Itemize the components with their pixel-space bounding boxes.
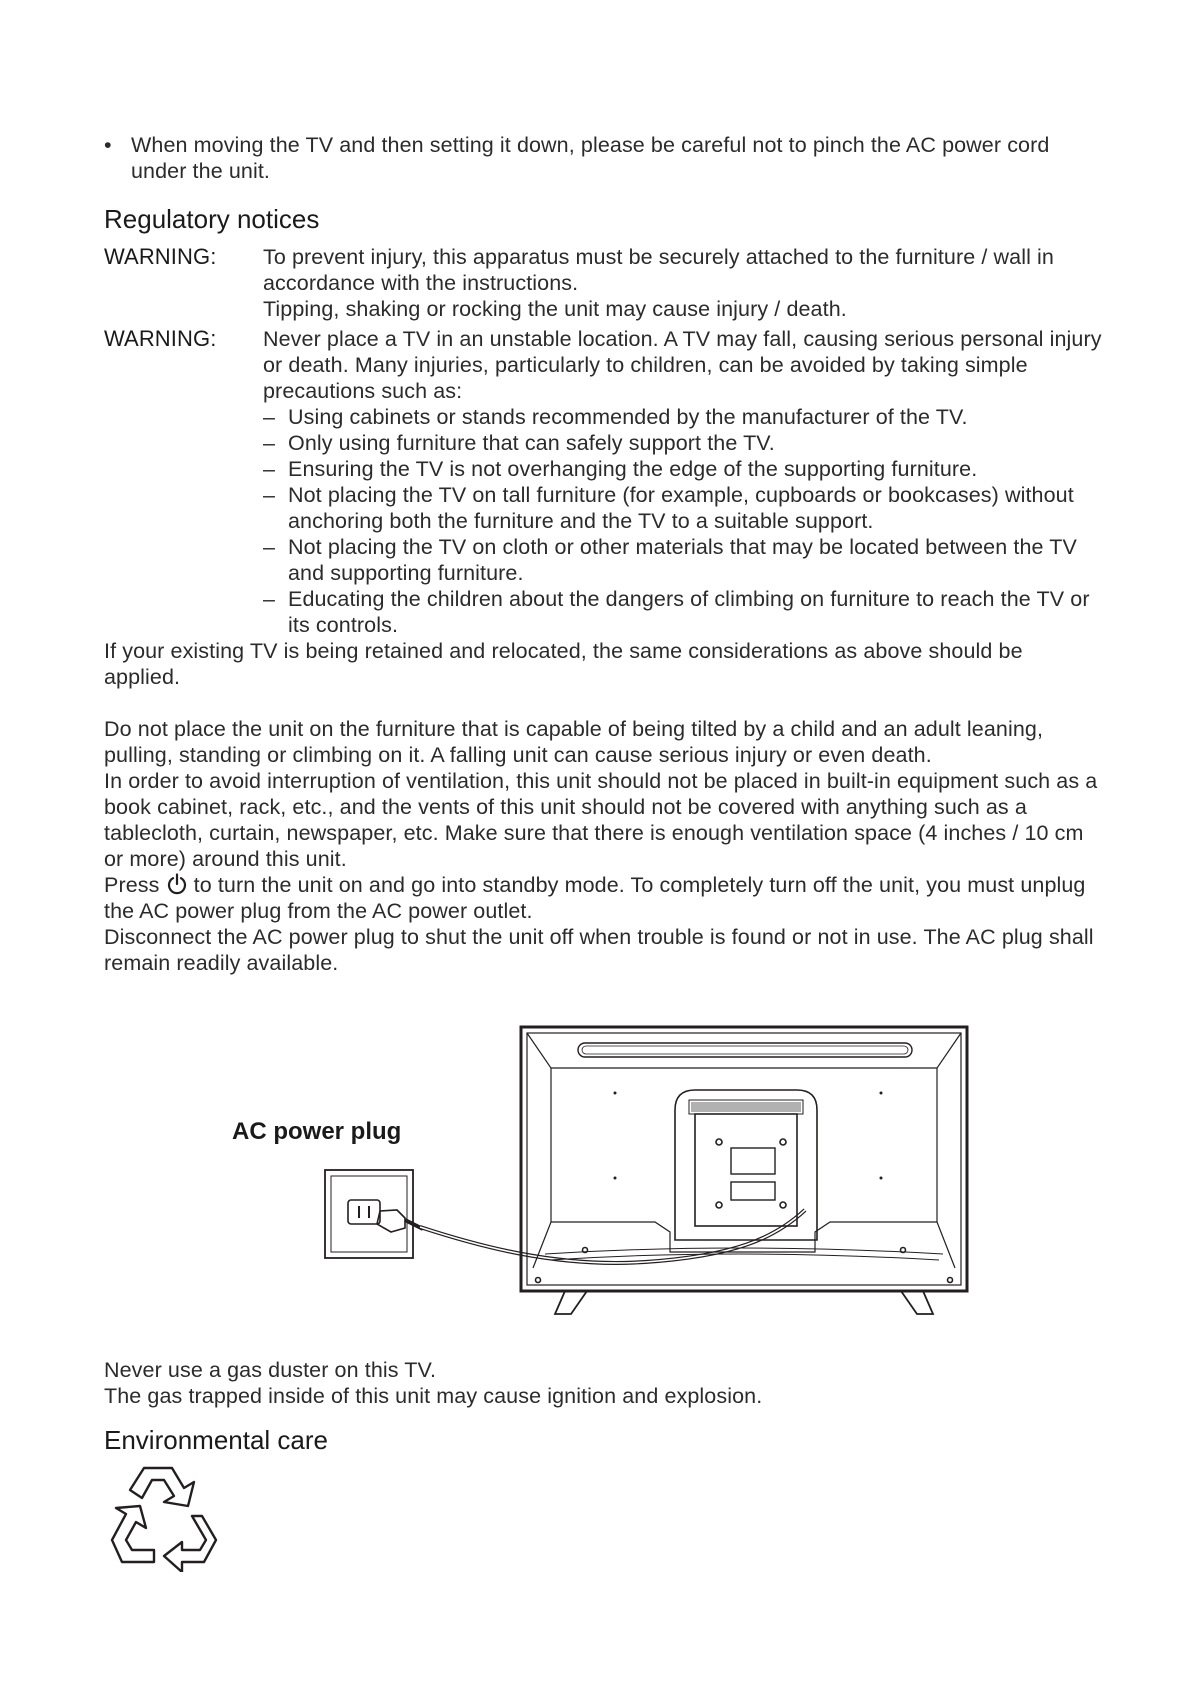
furniture-paragraph: Do not place the unit on the furniture that is capable of being tilted by a child and an adult leaning, pulling, standing or climbing on it. A falling unit can cause serious injury or even death.: [104, 717, 1044, 767]
list-item-text: Ensuring the TV is not overhanging the edge of the supporting furniture.: [288, 457, 978, 481]
warning1-line: Tipping, shaking or rocking the unit may cause injury / death.: [263, 297, 847, 321]
ventilation-paragraph: In order to avoid interruption of ventilation, this unit should not be placed in built-in equipment such as a book cabinet, rack, etc., and the vents of this unit should not be covered with anything such as a tablecloth, curtain, newspaper, etc. Make sure that there is enough ventilation space (4 inches / 10 cm or more) around this unit.: [104, 769, 1098, 871]
intro-bullet: [104, 132, 1094, 184]
dash-marker: –: [263, 587, 276, 611]
recycle-icon: [104, 1462, 219, 1572]
warning-label: WARNING:: [104, 326, 217, 351]
list-item: [263, 430, 1104, 456]
list-item: [263, 404, 1104, 430]
tv-foot-right: [901, 1291, 933, 1314]
tv-back-illustration: [215, 1010, 975, 1320]
tv-foot-left: [555, 1291, 587, 1314]
press-text-after: to turn the unit on and go into standby mode. To completely turn off the unit, you must unplug the AC power plug from the AC power outlet.: [104, 873, 1086, 923]
list-item-text: Only using furniture that can safely support the TV.: [288, 431, 775, 455]
list-item: [263, 482, 1104, 534]
list-item-text: Using cabinets or stands recommended by the manufacturer of the TV.: [288, 405, 968, 429]
power-plug: [377, 1210, 405, 1232]
dash-marker: –: [263, 535, 276, 559]
tv-plug-figure: [215, 1010, 975, 1320]
gas-warning: [104, 1357, 1104, 1409]
list-item-text: Educating the children about the dangers of climbing on furniture to reach the TV or its controls.: [288, 587, 1090, 637]
warning1-line: To prevent injury, this apparatus must be securely attached to the furniture / wall in accordance with the instructions.: [263, 245, 1054, 295]
list-item-text: Not placing the TV on tall furniture (for example, cupboards or bookcases) without anchoring both the furniture and the TV to a suitable support.: [288, 483, 1074, 533]
warning-block-1: [104, 244, 1104, 322]
list-item: [263, 456, 1104, 482]
list-item-text: Not placing the TV on cloth or other materials that may be located between the TV and supporting furniture.: [288, 535, 1077, 585]
regulatory-heading: Regulatory notices: [104, 204, 320, 234]
power-cord: [420, 1210, 805, 1263]
dash-marker: –: [263, 405, 276, 429]
disconnect-paragraph: Disconnect the AC power plug to shut the unit off when trouble is found or not in use. The AC plug shall remain readily available.: [104, 925, 1094, 975]
bullet-dot: •: [104, 133, 112, 157]
warning-block-2: [104, 326, 1104, 638]
warning2-text: Never place a TV in an unstable location. A TV may fall, causing serious personal injury or death. Many injuries, particularly to children, can be avoided by taking simple precautions such as:: [263, 327, 1102, 403]
figure-label: AC power plug: [232, 1118, 402, 1145]
gas-line-2: The gas trapped inside of this unit may cause ignition and explosion.: [104, 1384, 763, 1408]
intro-text: When moving the TV and then setting it down, please be careful not to pinch the AC power cord under the unit.: [131, 133, 1050, 183]
warning-label: WARNING:: [104, 244, 217, 269]
environmental-heading: Environmental care: [104, 1425, 328, 1455]
dash-marker: –: [263, 483, 276, 507]
relocated-paragraph: If your existing TV is being retained and relocated, the same considerations as above should be applied.: [104, 639, 1023, 689]
list-item: [263, 534, 1104, 586]
list-item: [263, 586, 1104, 638]
dash-marker: –: [263, 457, 276, 481]
precaution-list: [263, 404, 1104, 638]
press-paragraph: [104, 872, 1104, 924]
power-icon: [166, 873, 188, 895]
press-text: Press: [104, 873, 160, 897]
safety-paragraphs: [104, 716, 1104, 976]
dash-marker: –: [263, 431, 276, 455]
gas-line-1: Never use a gas duster on this TV.: [104, 1358, 437, 1382]
